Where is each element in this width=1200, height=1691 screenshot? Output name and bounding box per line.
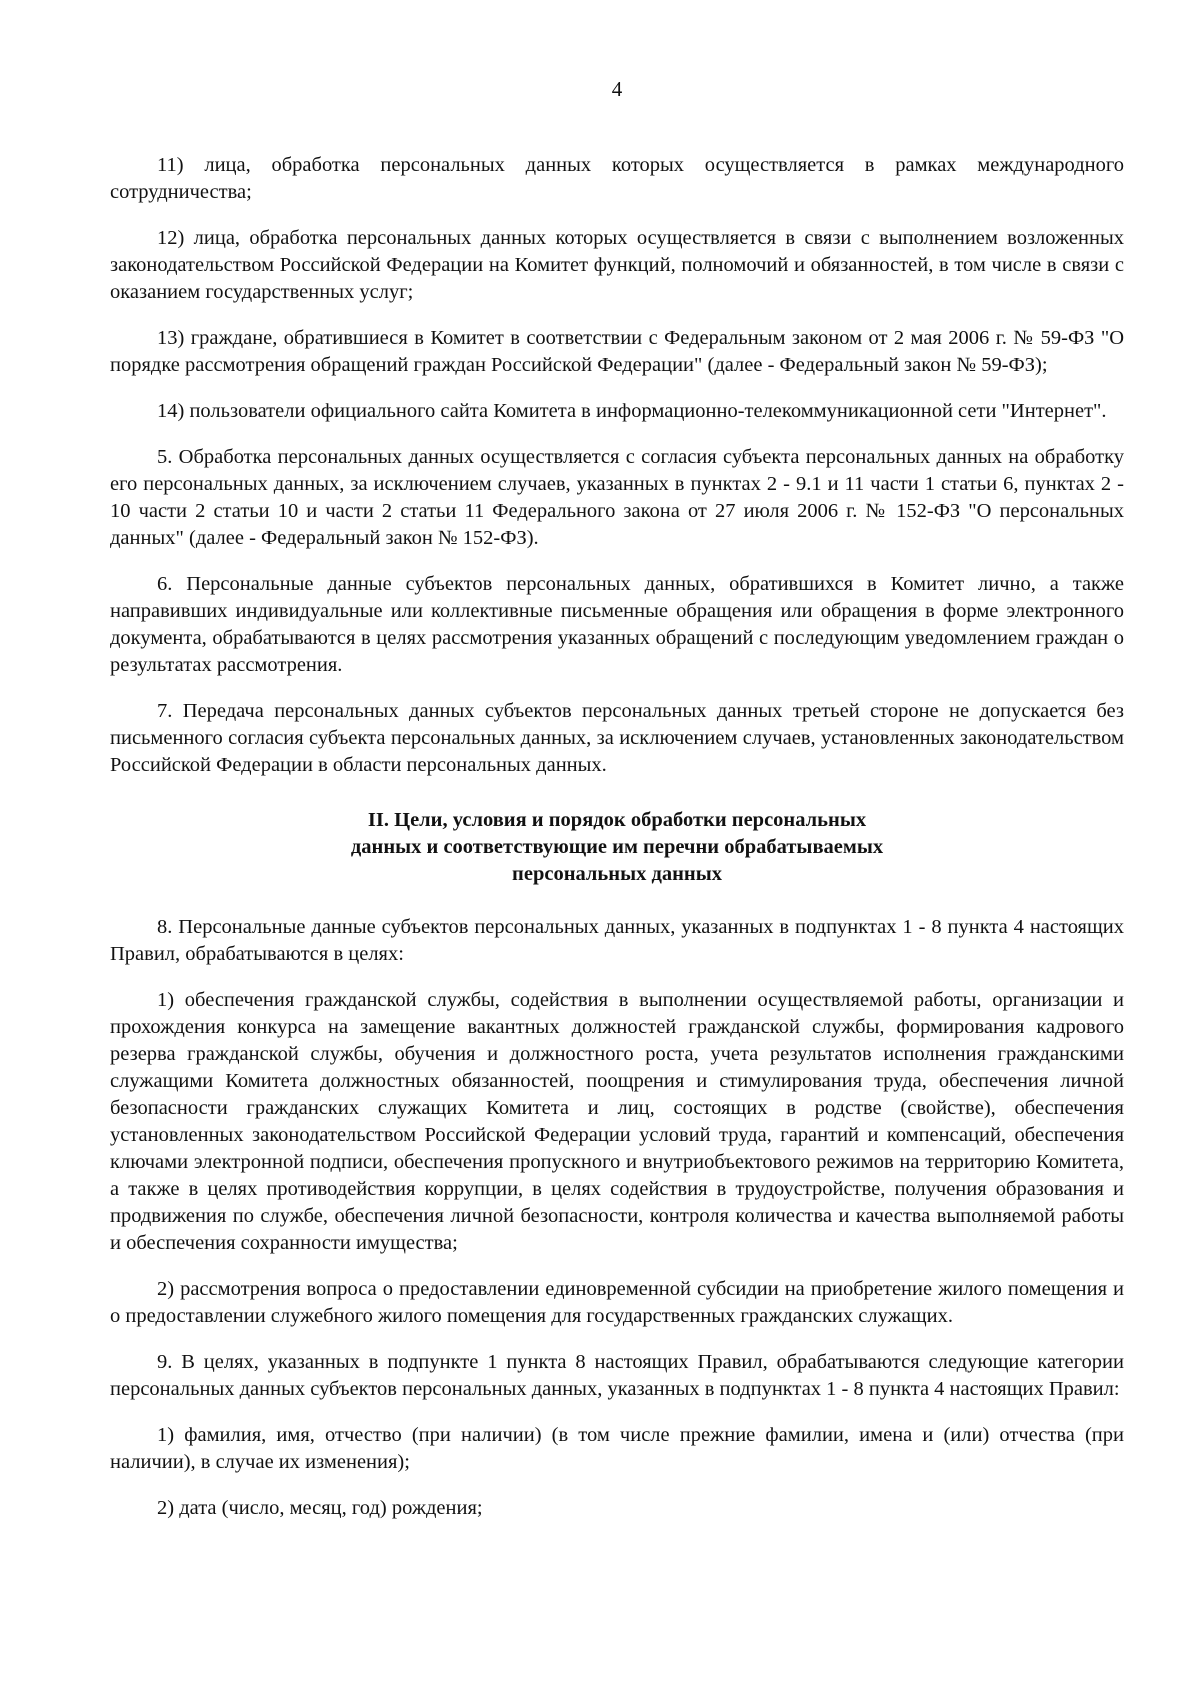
- paragraph-item-13: 13) граждане, обратившиеся в Комитет в соответствии с Федеральным законом от 2 мая 2006 г. № 59-ФЗ "О порядке рассмотрения обращений граждан Российской Федерации" (далее - Федеральный закон № 59-ФЗ);: [110, 327, 1124, 376]
- section-heading-line-2: данных и соответствующие им перечни обрабатываемых: [350, 836, 884, 858]
- paragraph-8-item-2: 2) рассмотрения вопроса о предоставлении единовременной субсидии на приобретение жилого помещения и о предоставлении служебного жилого помещения для государственных гражданских служащих.: [110, 1278, 1124, 1327]
- paragraph-7: 7. Передача персональных данных субъектов персональных данных третьей стороне не допускается без письменного согласия субъекта персональных данных, за исключением случаев, установленных законодательством Российской Федерации в области персональных данных.: [110, 700, 1124, 776]
- paragraph-6: 6. Персональные данные субъектов персональных данных, обратившихся в Комитет лично, а также направивших индивидуальные или коллективные письменные обращения или обращения в форме электронного документа, обрабатываются в целях рассмотрения указанных обращений с последующим уведомлением граждан о результатах рассмотрения.: [110, 573, 1124, 676]
- paragraph-8: 8. Персональные данные субъектов персональных данных, указанных в подпунктах 1 - 8 пункта 4 настоящих Правил, обрабатываются в целях:: [110, 916, 1124, 965]
- paragraph-8-item-1: 1) обеспечения гражданской службы, содействия в выполнении осуществляемой работы, организации и прохождения конкурса на замещение вакантных должностей гражданской службы, формирования кадрового резерва гражданской службы, обучения и должностного роста, учета результатов исполнения гражданскими служащими Комитета должностных обязанностей, поощрения и стимулирования труда, обеспечения личной безопасности гражданских служащих Комитета и лиц, состоящих в родстве (свойстве), обеспечения установленных законодательством Российской Федерации условий труда, гарантий и компенсаций, обеспечения ключами электронной подписи, обеспечения пропускного и внутриобъектового режимов на территорию Комитета, а также в целях противодействия коррупции, в целях содействия в трудоустройстве, получения образования и продвижения по службе, обеспечения личной безопасности, контроля количества и качества выполняемой работы и обеспечения сохранности имущества;: [110, 989, 1124, 1254]
- paragraph-item-14: 14) пользователи официального сайта Комитета в информационно-телекоммуникационной сети "Интернет".: [157, 400, 1107, 422]
- paragraph-9-item-2: 2) дата (число, месяц, год) рождения;: [157, 1497, 483, 1519]
- paragraph-item-12: 12) лица, обработка персональных данных которых осуществляется в связи с выполнением возложенных законодательством Российской Федерации на Комитет функций, полномочий и обязанностей, в том числе в связи с оказанием государственных услуг;: [110, 227, 1124, 303]
- page-number: 4: [611, 77, 623, 101]
- section-heading-line-3: персональных данных: [512, 863, 722, 885]
- paragraph-item-11: 11) лица, обработка персональных данных которых осуществляется в рамках международного сотрудничества;: [110, 154, 1124, 203]
- section-heading: [110, 807, 1124, 888]
- paragraph-5: 5. Обработка персональных данных осуществляется с согласия субъекта персональных данных на обработку его персональных данных, за исключением случаев, указанных в пунктах 2 - 9.1 и 11 части 1 статьи 6, пунктах 2 - 10 части 2 статьи 10 и части 2 статьи 11 Федерального закона от 27 июля 2006 г. № 152-ФЗ "О персональных данных" (далее - Федеральный закон № 152-ФЗ).: [110, 446, 1124, 549]
- paragraph-9: 9. В целях, указанных в подпункте 1 пункта 8 настоящих Правил, обрабатываются следующие категории персональных данных субъектов персональных данных, указанных в подпунктах 1 - 8 пункта 4 настоящих Правил:: [110, 1351, 1124, 1400]
- paragraph-9-item-1: 1) фамилия, имя, отчество (при наличии) (в том числе прежние фамилии, имена и (или) отчества (при наличии), в случае их изменения);: [110, 1424, 1124, 1473]
- section-heading-line-1: II. Цели, условия и порядок обработки персональных: [367, 809, 867, 831]
